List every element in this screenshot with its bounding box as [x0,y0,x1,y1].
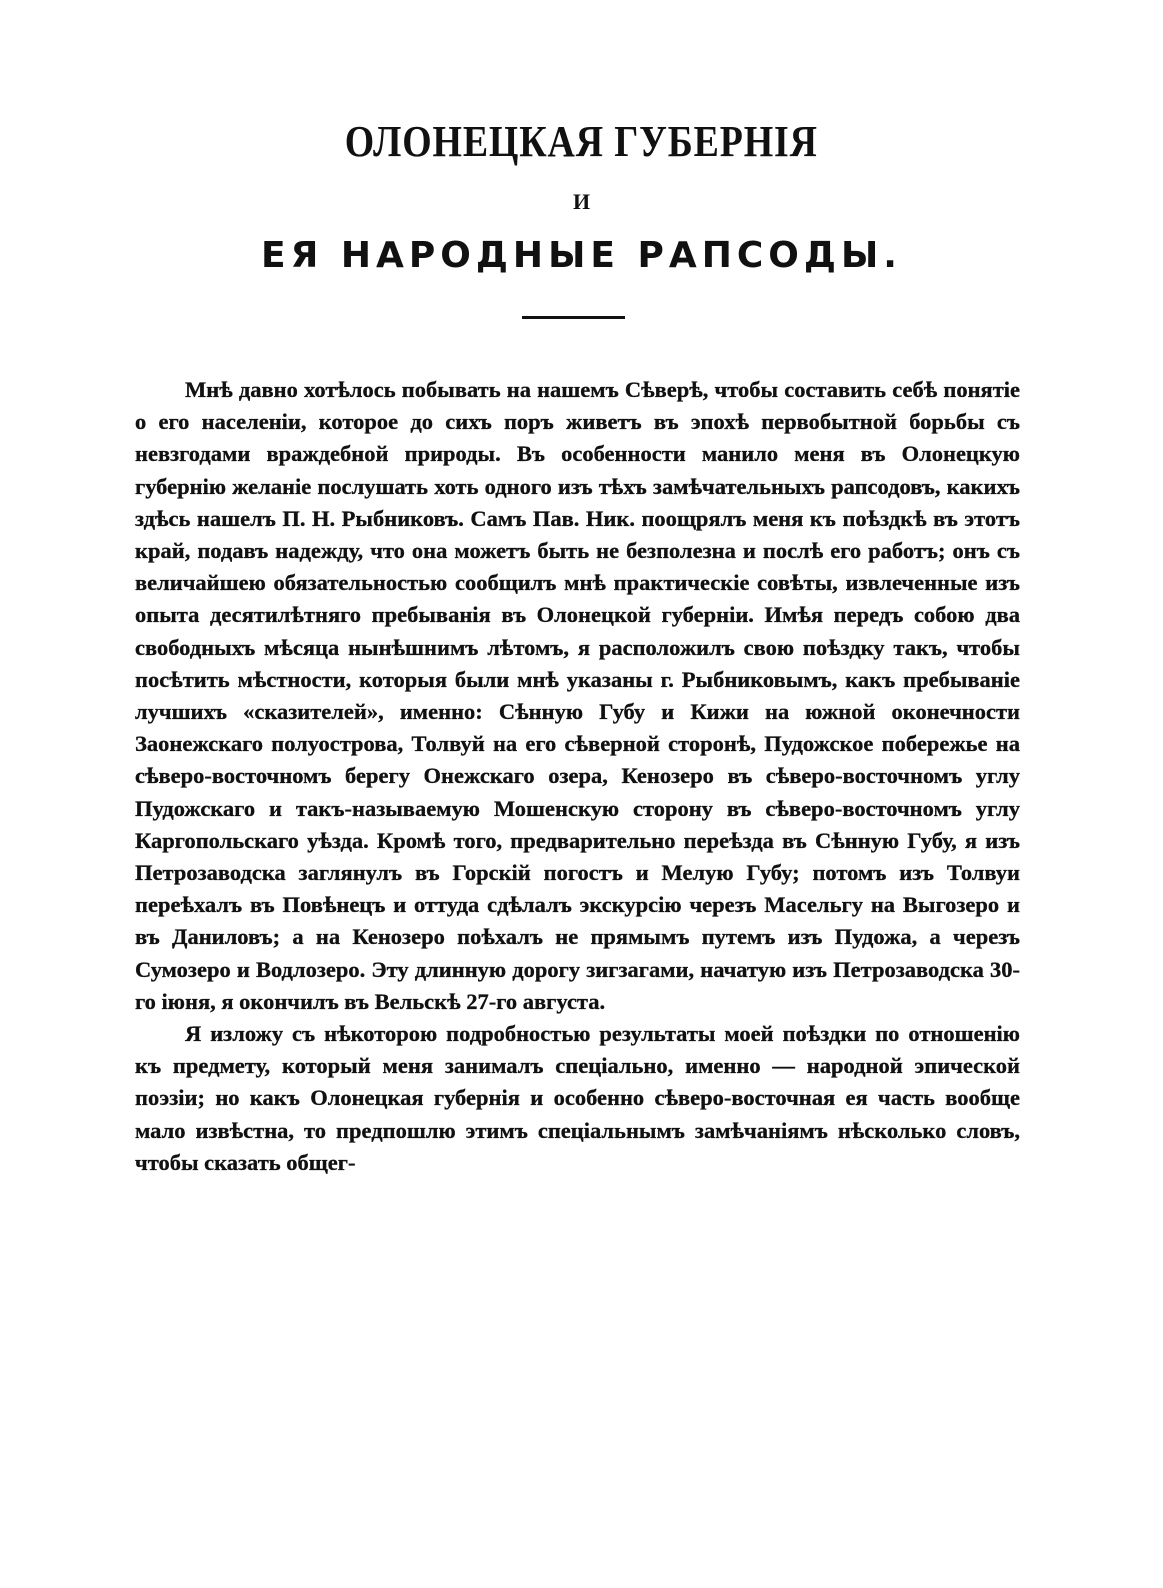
body-text [135,374,1020,1179]
page-subtitle: ЕЯ НАРОДНЫЕ РАПСОДЫ. [261,235,902,276]
title-conjunction: И [572,189,591,214]
page-title: ОЛОНЕЦКАЯ ГУБЕРНІЯ [344,117,818,166]
paragraph: Я изложу съ нѣкоторою подробностью результаты моей поѣздки по отношенію къ предмету, который меня занималъ спеціально, именно — народной эпической поэзіи; но какъ Олонецкая губернія и особенно сѣверо-восточная ея часть вообще мало извѣстна, то предпошлю этимъ спеціальнымъ замѣчаніямъ нѣсколько словъ, чтобы сказать общег- [135,1021,1020,1175]
paragraph: Мнѣ давно хотѣлось побывать на нашемъ Сѣверѣ, чтобы составить себѣ понятіе о его населеніи, которое до сихъ поръ живетъ въ эпохѣ первобытной борьбы съ невзгодами враждебной природы. Въ особенности манило меня въ Олонецкую губернію желаніе послушать хоть одного изъ тѣхъ замѣчательныхъ рапсодовъ, какихъ здѣсь нашелъ П. Н. Рыбниковъ. Самъ Пав. Ник. поощрялъ меня къ поѣздкѣ въ этотъ край, подавъ надежду, что она можетъ быть не безполезна и послѣ его работъ; онъ съ величайшею обязательностью сообщилъ мнѣ практическіе совѣты, извлеченные изъ опыта десятилѣтняго пребыванія въ Олонецкой губерніи. Имѣя передъ собою два свободныхъ мѣсяца нынѣшнимъ лѣтомъ, я расположилъ свою поѣздку такъ, чтобы посѣтить мѣстности, которыя были мнѣ указаны г. Рыбниковымъ, какъ пребываніе лучшихъ «сказителей», именно: Сѣнную Губу и Кижи на южной оконечности Заонежскаго полуострова, Толвуй на его сѣверной сторонѣ, Пудожское побережье на сѣверо-восточномъ берегу Онежскаго озера, Кенозеро въ сѣверо-восточномъ углу Пудожскаго и такъ-называемую Мошенскую сторону въ сѣверо-восточномъ углу Каргопольскаго уѣзда. Кромѣ того, предварительно переѣзда въ Сѣнную Губу, я изъ Петрозаводска заглянулъ въ Горскій погостъ и Мелую Губу; потомъ изъ Толвуи переѣхалъ въ Повѣнецъ и оттуда сдѣлалъ экскурсію черезъ Масельгу на Выгозеро и въ Даниловъ; а на Кенозеро поѣхалъ не прямымъ путемъ изъ Пудожа, а черезъ Сумозеро и Водлозеро. Эту длинную дорогу зигзагами, начатую изъ Петрозаводска 30-го іюня, я окончилъ въ Вельскѣ 27-го августа. [135,377,1020,1014]
title-divider [522,316,625,319]
